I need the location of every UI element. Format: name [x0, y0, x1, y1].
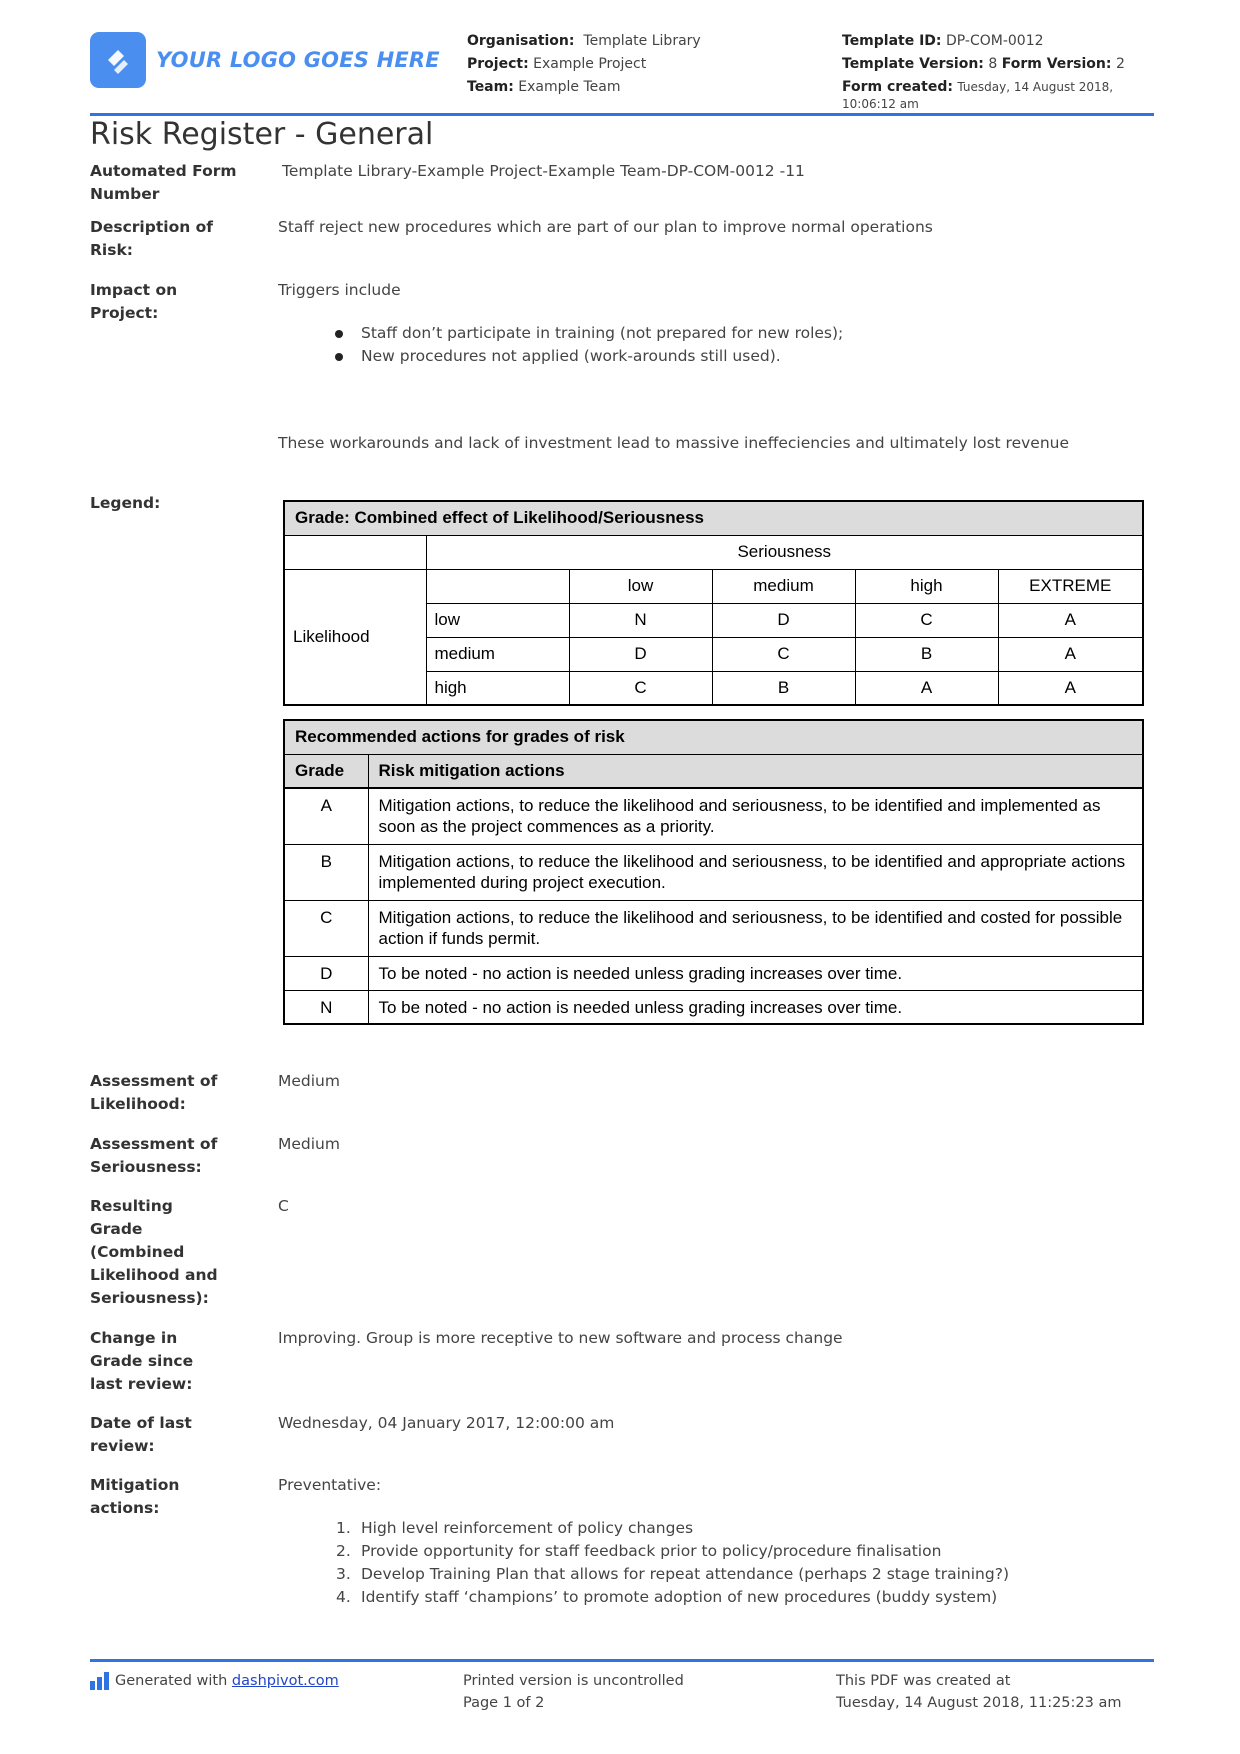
- column-header: EXTREME: [998, 569, 1143, 603]
- page-header: [90, 28, 1154, 116]
- row-header: high: [426, 671, 569, 705]
- form-created-value: Tuesday, 14 August 2018, 10:06:12 am: [842, 80, 1114, 111]
- grade-cell: N: [284, 990, 368, 1024]
- field-value: Medium: [278, 1072, 340, 1090]
- pdf-created-timestamp: Tuesday, 14 August 2018, 11:25:23 am: [836, 1695, 1122, 1711]
- field-label: Impact on Project:: [90, 281, 178, 322]
- table-cell: A: [998, 671, 1143, 705]
- header-org-info: Organisation: Template Library Project: Example Project Team: Example Team: [467, 33, 701, 95]
- footer-rule: [90, 1659, 1154, 1662]
- form-version-value: 2: [1115, 56, 1125, 72]
- template-id-value: DP-COM-0012: [945, 33, 1044, 49]
- field-value: Wednesday, 04 January 2017, 12:00:00 am: [278, 1414, 615, 1432]
- field-value: Staff reject new procedures which are part of our plan to improve normal operations: [278, 218, 933, 236]
- logo-text: YOUR LOGO GOES HERE: [156, 48, 440, 72]
- table-cell: C: [855, 603, 998, 637]
- logo: [90, 32, 440, 88]
- page-title: Risk Register - General: [90, 117, 434, 152]
- impact-summary: These workarounds and lack of investment lead to massive ineffeciencies and ultimately lost revenue: [278, 434, 1070, 452]
- column-header: Grade: [284, 754, 368, 788]
- list-item: Staff don’t participate in training (not prepared for new roles);: [278, 322, 1158, 345]
- table-cell: D: [569, 637, 712, 671]
- grade-cell: C: [284, 900, 368, 956]
- field-label: Mitigation actions:: [90, 1476, 180, 1517]
- footer-print-info: Printed version is uncontrolled Page 1 of 2: [463, 1670, 684, 1714]
- mitigation-list: [278, 1517, 1158, 1609]
- grade-matrix-table: [283, 500, 1144, 706]
- table-cell: N: [569, 603, 712, 637]
- dashpivot-logo-icon: [90, 1672, 109, 1690]
- grade-cell: B: [284, 844, 368, 900]
- field-value: [278, 1474, 1158, 1609]
- field-label: Automated Form Number: [90, 162, 237, 203]
- grade-table-title: Grade: Combined effect of Likelihood/Seriousness: [284, 501, 1143, 535]
- field-label: Change in Grade since last review:: [90, 1329, 194, 1393]
- list-item: New procedures not applied (work-arounds still used).: [278, 345, 1158, 368]
- field-label: Assessment of Seriousness:: [90, 1135, 218, 1176]
- row-header: medium: [426, 637, 569, 671]
- logo-icon: [90, 32, 146, 88]
- table-cell: [426, 569, 569, 603]
- row-header: low: [426, 603, 569, 637]
- field-value: Improving. Group is more receptive to new software and process change: [278, 1329, 843, 1347]
- grade-cell: A: [284, 788, 368, 844]
- field-label: Assessment of Likelihood:: [90, 1072, 218, 1113]
- recommended-actions-table: [283, 719, 1144, 1025]
- field-value: [278, 279, 1158, 455]
- organisation-value: Template Library: [583, 33, 701, 49]
- list-item: 3. Develop Training Plan that allows for repeat attendance (perhaps 2 stage training?): [336, 1565, 1009, 1583]
- field-label: Date of last review:: [90, 1414, 192, 1455]
- action-cell: To be noted - no action is needed unless grading increases over time.: [368, 956, 1143, 990]
- field-value: Template Library-Example Project-Example Team-DP-COM-0012 -11: [282, 162, 805, 180]
- footer-created-info: This PDF was created at Tuesday, 14 August 2018, 11:25:23 am: [836, 1670, 1121, 1714]
- column-header: low: [569, 569, 712, 603]
- table-cell: B: [855, 637, 998, 671]
- field-label: Description of Risk:: [90, 218, 214, 259]
- list-item: 4. Identify staff ‘champions’ to promote adoption of new procedures (buddy system): [336, 1588, 998, 1606]
- actions-table-title: Recommended actions for grades of risk: [284, 720, 1143, 754]
- impact-list: [278, 322, 1158, 368]
- field-label: Resulting Grade (Combined Likelihood and Seriousness):: [90, 1197, 218, 1307]
- header-rule: [90, 113, 1154, 116]
- table-cell: D: [712, 603, 855, 637]
- team-value: Example Team: [518, 79, 621, 95]
- column-header: Risk mitigation actions: [368, 754, 1143, 788]
- impact-intro: Triggers include: [278, 281, 401, 299]
- project-value: Example Project: [533, 56, 647, 72]
- table-row: [284, 788, 1143, 844]
- table-cell: [284, 535, 426, 569]
- table-row: [284, 990, 1143, 1024]
- mitigation-intro: Preventative:: [278, 1476, 382, 1494]
- table-cell: A: [855, 671, 998, 705]
- table-row: [284, 844, 1143, 900]
- field-value: C: [278, 1197, 289, 1215]
- footer-generated: Generated with dashpivot.com: [90, 1670, 339, 1692]
- action-cell: Mitigation actions, to reduce the likelihood and seriousness, to be identified and costed for possible action if funds permit.: [368, 900, 1143, 956]
- action-cell: Mitigation actions, to reduce the likelihood and seriousness, to be identified and implemented as soon as the project commences as a priority.: [368, 788, 1143, 844]
- field-label: Legend:: [90, 494, 161, 512]
- column-header: high: [855, 569, 998, 603]
- list-item: 1. High level reinforcement of policy changes: [336, 1519, 694, 1537]
- template-version-value: 8: [988, 56, 998, 72]
- table-cell: B: [712, 671, 855, 705]
- table-row: [284, 900, 1143, 956]
- dashpivot-link[interactable]: dashpivot.com: [231, 1673, 339, 1689]
- grade-cell: D: [284, 956, 368, 990]
- table-cell: A: [998, 637, 1143, 671]
- table-cell: A: [998, 603, 1143, 637]
- column-header: medium: [712, 569, 855, 603]
- list-item: 2. Provide opportunity for staff feedback prior to policy/procedure finalisation: [336, 1542, 942, 1560]
- page-number: Page 1 of 2: [463, 1695, 545, 1711]
- field-value: Medium: [278, 1135, 340, 1153]
- table-row: [284, 956, 1143, 990]
- likelihood-header: Likelihood: [284, 569, 426, 705]
- table-cell: C: [569, 671, 712, 705]
- table-cell: C: [712, 637, 855, 671]
- seriousness-header: Seriousness: [426, 535, 1143, 569]
- action-cell: Mitigation actions, to reduce the likelihood and seriousness, to be identified and appropriate actions implemented during project execution.: [368, 844, 1143, 900]
- header-template-info: Template ID: DP-COM-0012 Template Version: 8 Form Version: 2 Form created: Tuesday, 14 August 2018, 10:06:12 am: [842, 33, 1125, 111]
- action-cell: To be noted - no action is needed unless grading increases over time.: [368, 990, 1143, 1024]
